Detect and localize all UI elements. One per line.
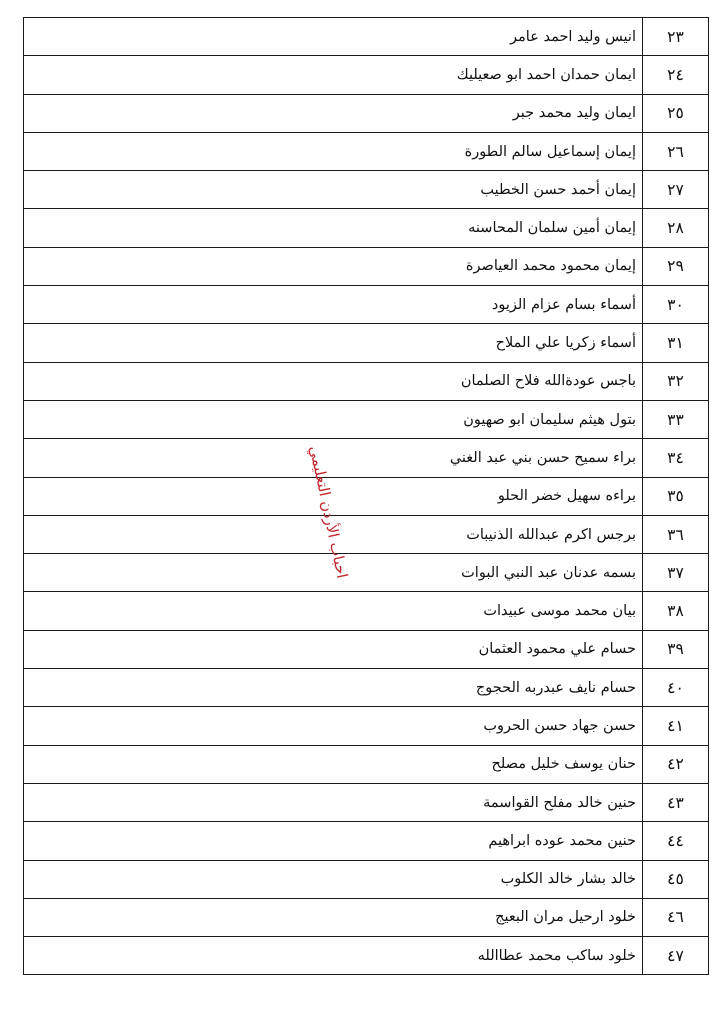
table-row [24,362,709,400]
student-name-cell: بتول هيثم سليمان ابو صهيون [24,400,643,438]
row-number-cell: ٣٠ [643,286,709,324]
student-name-cell: براءه سهيل خضر الحلو [24,477,643,515]
table-row [24,171,709,209]
table-row [24,477,709,515]
student-name-cell: بسمه عدنان عبد النبي البوات [24,554,643,592]
row-number-cell: ٣٤ [643,439,709,477]
student-name-cell: أسماء بسام عزام الزيود [24,286,643,324]
table-row [24,209,709,247]
student-name-cell: خلود ساكب محمد عطاالله [24,937,643,975]
student-name-cell: انيس وليد احمد عامر [24,18,643,56]
row-number-cell: ٤٠ [643,669,709,707]
student-name-cell: إيمان أحمد حسن الخطيب [24,171,643,209]
row-number-cell: ٣٦ [643,515,709,553]
row-number-cell: ٢٣ [643,18,709,56]
table-row [24,439,709,477]
student-name-cell: إيمان إسماعيل سالم الطورة [24,132,643,170]
table-row [24,669,709,707]
student-name-cell: خلود ارحيل مران البعيج [24,898,643,936]
student-name-cell: إيمان أمين سلمان المحاسنه [24,209,643,247]
table-row [24,400,709,438]
row-number-cell: ٤٧ [643,937,709,975]
row-number-cell: ٣٩ [643,630,709,668]
table-row [24,898,709,936]
student-name-cell: حنان يوسف خليل مصلح [24,745,643,783]
table-row [24,860,709,898]
row-number-cell: ٤١ [643,707,709,745]
student-name-cell: بيان محمد موسى عبيدات [24,592,643,630]
row-number-cell: ٢٧ [643,171,709,209]
student-name-cell: خالد بشار خالد الكلوب [24,860,643,898]
student-name-cell: برجس اكرم عبدالله الذنيبات [24,515,643,553]
row-number-cell: ٣٥ [643,477,709,515]
row-number-cell: ٢٥ [643,94,709,132]
names-table [23,17,709,975]
student-name-cell: ايمان حمدان احمد ابو صعيليك [24,56,643,94]
names-table-body [24,18,709,975]
row-number-cell: ٤٢ [643,745,709,783]
table-row [24,515,709,553]
row-number-cell: ٤٣ [643,783,709,821]
row-number-cell: ٣٨ [643,592,709,630]
student-name-cell: حنين خالد مفلح القواسمة [24,783,643,821]
row-number-cell: ٢٩ [643,247,709,285]
student-name-cell: حسن جهاد حسن الحروب [24,707,643,745]
table-row [24,745,709,783]
student-name-cell: براء سميح حسن بني عبد الغني [24,439,643,477]
table-row [24,94,709,132]
student-name-cell: إيمان محمود محمد العياصرة [24,247,643,285]
row-number-cell: ٤٥ [643,860,709,898]
table-row [24,554,709,592]
student-name-cell: ايمان وليد محمد جبر [24,94,643,132]
table-row [24,18,709,56]
row-number-cell: ٤٦ [643,898,709,936]
watermark-text: احباب الأردن التعليمي [306,444,352,580]
student-name-cell: حنين محمد عوده ابراهيم [24,822,643,860]
names-sheet [23,17,700,975]
table-row [24,822,709,860]
table-row [24,937,709,975]
row-number-cell: ٣١ [643,324,709,362]
table-row [24,592,709,630]
row-number-cell: ٣٣ [643,400,709,438]
student-name-cell: أسماء زكريا علي الملاح [24,324,643,362]
row-number-cell: ٢٨ [643,209,709,247]
student-name-cell: حسام نايف عبدربه الحجوج [24,669,643,707]
student-name-cell: باجس عودةالله فلاح الصلمان [24,362,643,400]
row-number-cell: ٣٢ [643,362,709,400]
table-row [24,56,709,94]
row-number-cell: ٢٤ [643,56,709,94]
table-row [24,247,709,285]
table-row [24,132,709,170]
table-row [24,707,709,745]
table-row [24,286,709,324]
table-row [24,324,709,362]
row-number-cell: ٤٤ [643,822,709,860]
row-number-cell: ٢٦ [643,132,709,170]
student-name-cell: حسام علي محمود العثمان [24,630,643,668]
table-row [24,630,709,668]
row-number-cell: ٣٧ [643,554,709,592]
table-row [24,783,709,821]
